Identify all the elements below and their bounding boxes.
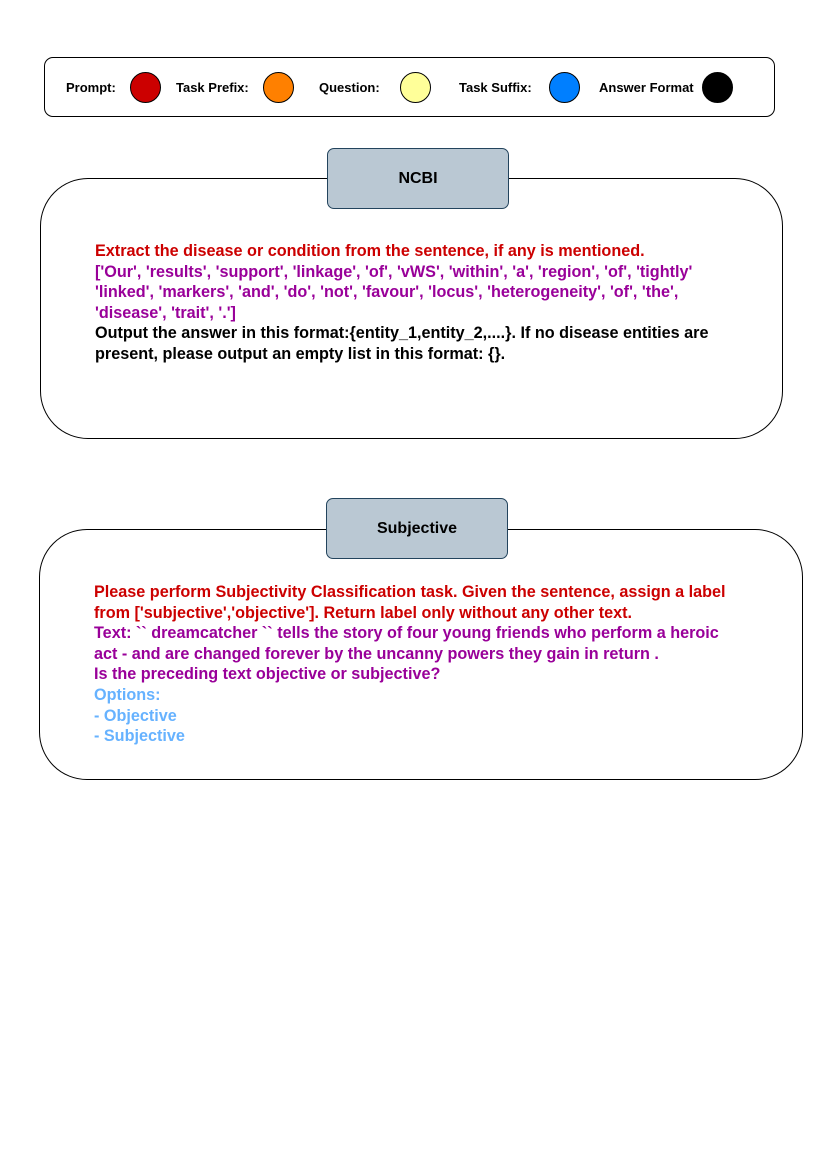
ncbi-answer-format-line-1: Output the answer in this format:{entity_1,entity_2,....}. If no disease entities are: [95, 324, 709, 343]
subjective-panel-title: Subjective: [326, 498, 508, 559]
legend-swatch-answer-format: [702, 72, 733, 103]
legend-item-answer-format: [599, 58, 733, 116]
legend-item-question: [319, 58, 431, 116]
legend-label-task-prefix: Task Prefix:: [176, 79, 249, 95]
legend-swatch-task-prefix: [263, 72, 294, 103]
legend-label-question: Question:: [319, 79, 380, 95]
subjective-task-suffix-line-1: Options:: [94, 685, 161, 704]
legend-label-answer-format: Answer Format: [599, 79, 694, 95]
legend-item-prompt: [66, 58, 161, 116]
color-legend: [44, 57, 775, 117]
legend-swatch-task-suffix: [549, 72, 580, 103]
ncbi-question-line-3: 'disease', 'trait', '.']: [95, 303, 236, 322]
subjective-task-prefix-line-1: Please perform Subjectivity Classification task. Given the sentence, assign a label: [94, 583, 726, 601]
legend-item-task-suffix: [459, 58, 580, 116]
ncbi-answer-format-line-2: present, please output an empty list in this format: {}.: [95, 344, 506, 363]
subjective-question-line-1: Text: `` dreamcatcher `` tells the story of four young friends who perform a heroic: [94, 624, 719, 643]
subjective-question-line-2: act - and are changed forever by the uncanny powers they gain in return .: [94, 644, 659, 663]
legend-item-task-prefix: [176, 58, 294, 116]
ncbi-panel-title: NCBI: [327, 148, 509, 209]
subjective-panel-text: [94, 582, 784, 747]
ncbi-question-line-2: 'linked', 'markers', 'and', 'do', 'not', 'favour', 'locus', 'heterogeneity', 'of', 'the',: [95, 283, 679, 302]
ncbi-task-prefix: Extract the disease or condition from the sentence, if any is mentioned.: [95, 242, 645, 260]
legend-swatch-question: [400, 72, 431, 103]
legend-label-task-suffix: Task Suffix:: [459, 79, 532, 95]
subjective-task-suffix-line-2: - Objective: [94, 706, 177, 725]
legend-label-prompt: Prompt:: [66, 79, 116, 95]
ncbi-question-line-1: ['Our', 'results', 'support', 'linkage', 'of', 'vWS', 'within', 'a', 'region', 'of', 'tightly': [95, 262, 693, 281]
subjective-task-prefix-line-2: from ['subjective','objective']. Return label only without any other text.: [94, 603, 632, 622]
subjective-question-line-3: Is the preceding text objective or subjective?: [94, 665, 441, 684]
ncbi-panel-text: [95, 241, 765, 365]
legend-swatch-prompt: [130, 72, 161, 103]
subjective-task-suffix-line-3: - Subjective: [94, 727, 185, 746]
